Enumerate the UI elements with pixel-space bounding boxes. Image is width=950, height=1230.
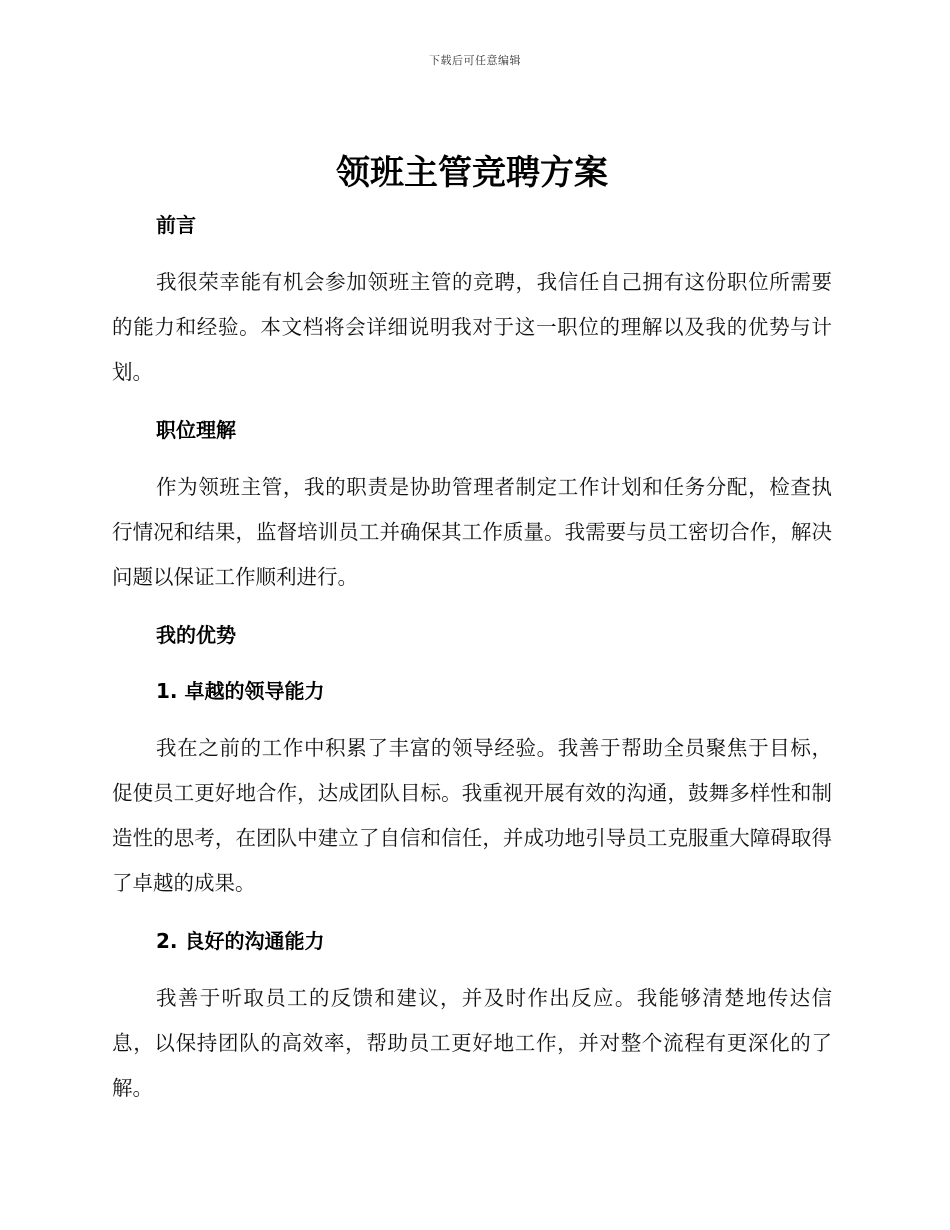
paragraph-leadership: 我在之前的工作中积累了丰富的领导经验。我善于帮助全员聚焦于目标，促使员工更好地合作，达成团队目标。我重视开展有效的沟通，鼓舞多样性和制造性的思考，在团队中建立了自信和信任，并成功地引导员工克服重大障碍取得了卓越的成果。 [112,736,832,895]
subheading-communication: 2. 良好的沟通能力 [156,929,325,953]
subheading-leadership: 1. 卓越的领导能力 [156,679,325,703]
paragraph-preface: 我很荣幸能有机会参加领班主管的竞聘，我信任自己拥有这份职位所需要的能力和经验。本文档将会详细说明我对于这一职位的理解以及我的优势与计划。 [112,270,832,384]
section-heading-advantages: 我的优势 [156,623,236,647]
paragraph-communication: 我善于听取员工的反馈和建议，并及时作出反应。我能够清楚地传达信息，以保持团队的高效率，帮助员工更好地工作，并对整个流程有更深化的了解。 [112,986,832,1100]
page-header-note: 下载后可任意编辑 [429,54,521,67]
paragraph-role: 作为领班主管，我的职责是协助管理者制定工作计划和任务分配，检查执行情况和结果，监督培训员工并确保其工作质量。我需要与员工密切合作，解决问题以保证工作顺利进行。 [112,475,832,589]
section-heading-preface: 前言 [156,213,196,237]
document-body [112,148,832,1111]
document-title: 领班主管竞聘方案 [336,153,608,193]
section-heading-role: 职位理解 [156,418,236,442]
